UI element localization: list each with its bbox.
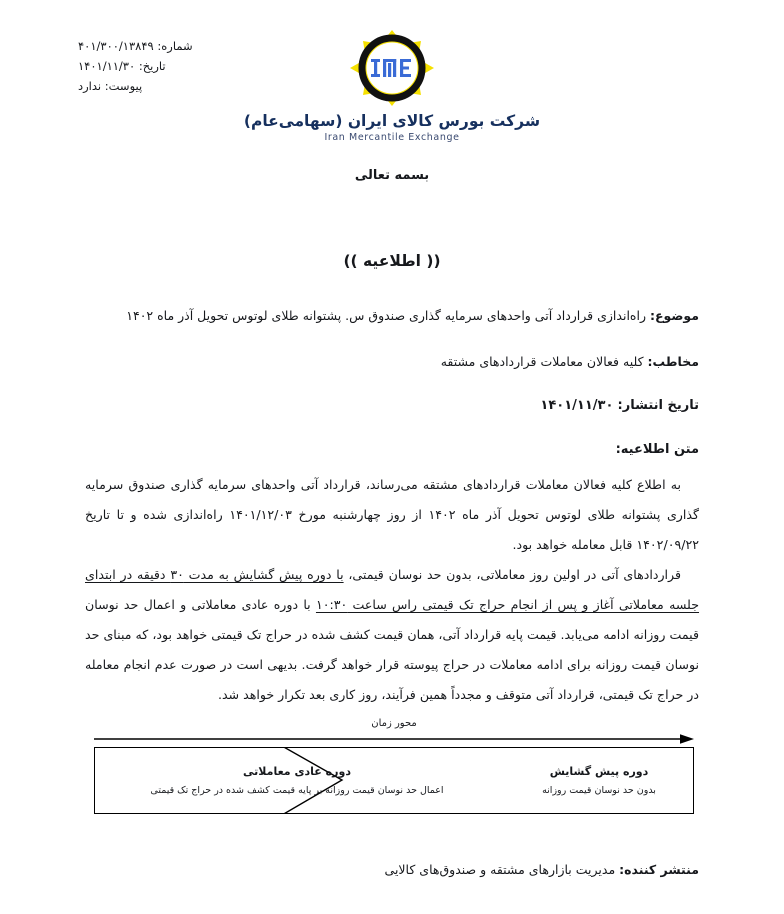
- body-paragraph-2-part-2: با دوره عادی معاملاتی و اعمال حد نوسان قیمت روزانه ادامه می‌یابد. قیمت پایه قرارداد آتی، همان قیمت کشف شده در حراج تک قیمتی خواهد بود، که مبنای حد نوسان قیمت روزانه برای ادامه معاملات در حراج پیوسته قرار خواهد گرفت. بدیهی است در صورت عدم انجام معامله در حراج تک قیمتی، قرارداد آتی متوقف و مجدداً همین فرآیند، روز کاری بعد تکرار خواهد شد.: [85, 597, 699, 702]
- timeline-axis-caption: محور زمان: [371, 718, 417, 729]
- footer-publisher-label: منتشر کننده:: [619, 862, 699, 877]
- timeline-box: [94, 747, 694, 814]
- field-publish-date: [85, 396, 699, 416]
- organization-logo: [0, 28, 784, 143]
- arrow-right-icon: [94, 734, 694, 744]
- body-paragraph-2-part-1: قراردادهای آتی در اولین روز معاملاتی، بدون حد نوسان قیمتی،: [343, 567, 681, 582]
- field-publish-date-label: تاریخ انتشار:: [617, 398, 699, 413]
- meta-date-label: تاریخ:: [138, 59, 166, 73]
- field-subject-label: موضوع:: [649, 308, 699, 323]
- field-subject: [85, 306, 699, 326]
- meta-date-value: ۱۴۰۱/۱۱/۳۰: [78, 59, 136, 73]
- timeline-segment-pre-opening: [505, 748, 693, 813]
- field-audience-label: مخاطب:: [647, 354, 699, 369]
- field-body-header-label: متن اطلاعیه:: [615, 442, 699, 457]
- timeline-segment-normal-trading: [95, 748, 499, 813]
- field-audience: [85, 352, 699, 372]
- ime-logo-icon: [346, 28, 438, 108]
- logo-name-en: Iran Mercantile Exchange: [324, 132, 460, 143]
- timeline-segment-normal-trading-subtitle: اعمال حد نوسان قیمت روزانه بر پایه قیمت کشف شده در حراج تک قیمتی: [150, 784, 444, 796]
- body-paragraph-2: [85, 560, 699, 710]
- timeline-segment-pre-opening-subtitle: بدون حد نوسان قیمت روزانه: [542, 784, 656, 796]
- field-audience-value: کلیه فعالان معاملات قراردادهای مشتقه: [440, 354, 644, 369]
- body-paragraph-2-underlined: با دوره پیش گشایش به مدت ۳۰ دقیقه در ابتدای جلسه معاملاتی آغاز و پس از انجام حراج تک قیمتی راس ساعت ۱۰:۳۰: [85, 567, 700, 612]
- body-paragraph-1-text: به اطلاع کلیه فعالان معاملات قراردادهای مشتقه می‌رساند، قرارداد آتی واحدهای سرمایه گذاری صندوق سرمایه گذاری پشتوانه طلای لوتوس تحویل آذر ماه ۱۴۰۲ از روز چهارشنبه مورخ ۱۴۰۱/۱۲/۰۳ راه‌اندازی شده و تا تاریخ ۱۴۰۲/۰۹/۲۲ قابل معامله خواهد بود.: [85, 477, 699, 552]
- timeline-segment-pre-opening-title: دوره پیش گشایش: [549, 764, 649, 778]
- meta-number-value: ۴۰۱/۳۰۰/۱۳۸۴۹: [78, 39, 154, 53]
- field-publish-date-value: ۱۴۰۱/۱۱/۳۰: [540, 398, 614, 413]
- field-subject-value: راه‌اندازی قرارداد آتی واحدهای سرمایه گذاری صندوق س. پشتوانه طلای لوتوس تحویل آذر ماه ۱۴۰۲: [126, 308, 646, 323]
- field-body-header: [85, 440, 699, 460]
- body-paragraph-1: [85, 470, 699, 560]
- timeline-axis: [94, 734, 694, 744]
- meta-number-label: شماره:: [157, 39, 193, 53]
- footer-publisher: [85, 862, 699, 877]
- meta-attachment-value: ندارد: [78, 79, 102, 93]
- timeline-diagram: [94, 718, 694, 814]
- page-title: (( اطلاعیه )): [343, 252, 441, 270]
- meta-attachment-label: پیوست:: [104, 79, 143, 93]
- logo-name-fa: شرکت بورس کالای ایران (سهامی‌عام): [243, 112, 541, 130]
- footer-publisher-value: مدیریت بازارهای مشتقه و صندوق‌های کالایی: [384, 862, 616, 877]
- basmale-text: بسمه تعالی: [354, 168, 430, 183]
- timeline-segment-normal-trading-title: دوره عادی معاملاتی: [243, 764, 351, 778]
